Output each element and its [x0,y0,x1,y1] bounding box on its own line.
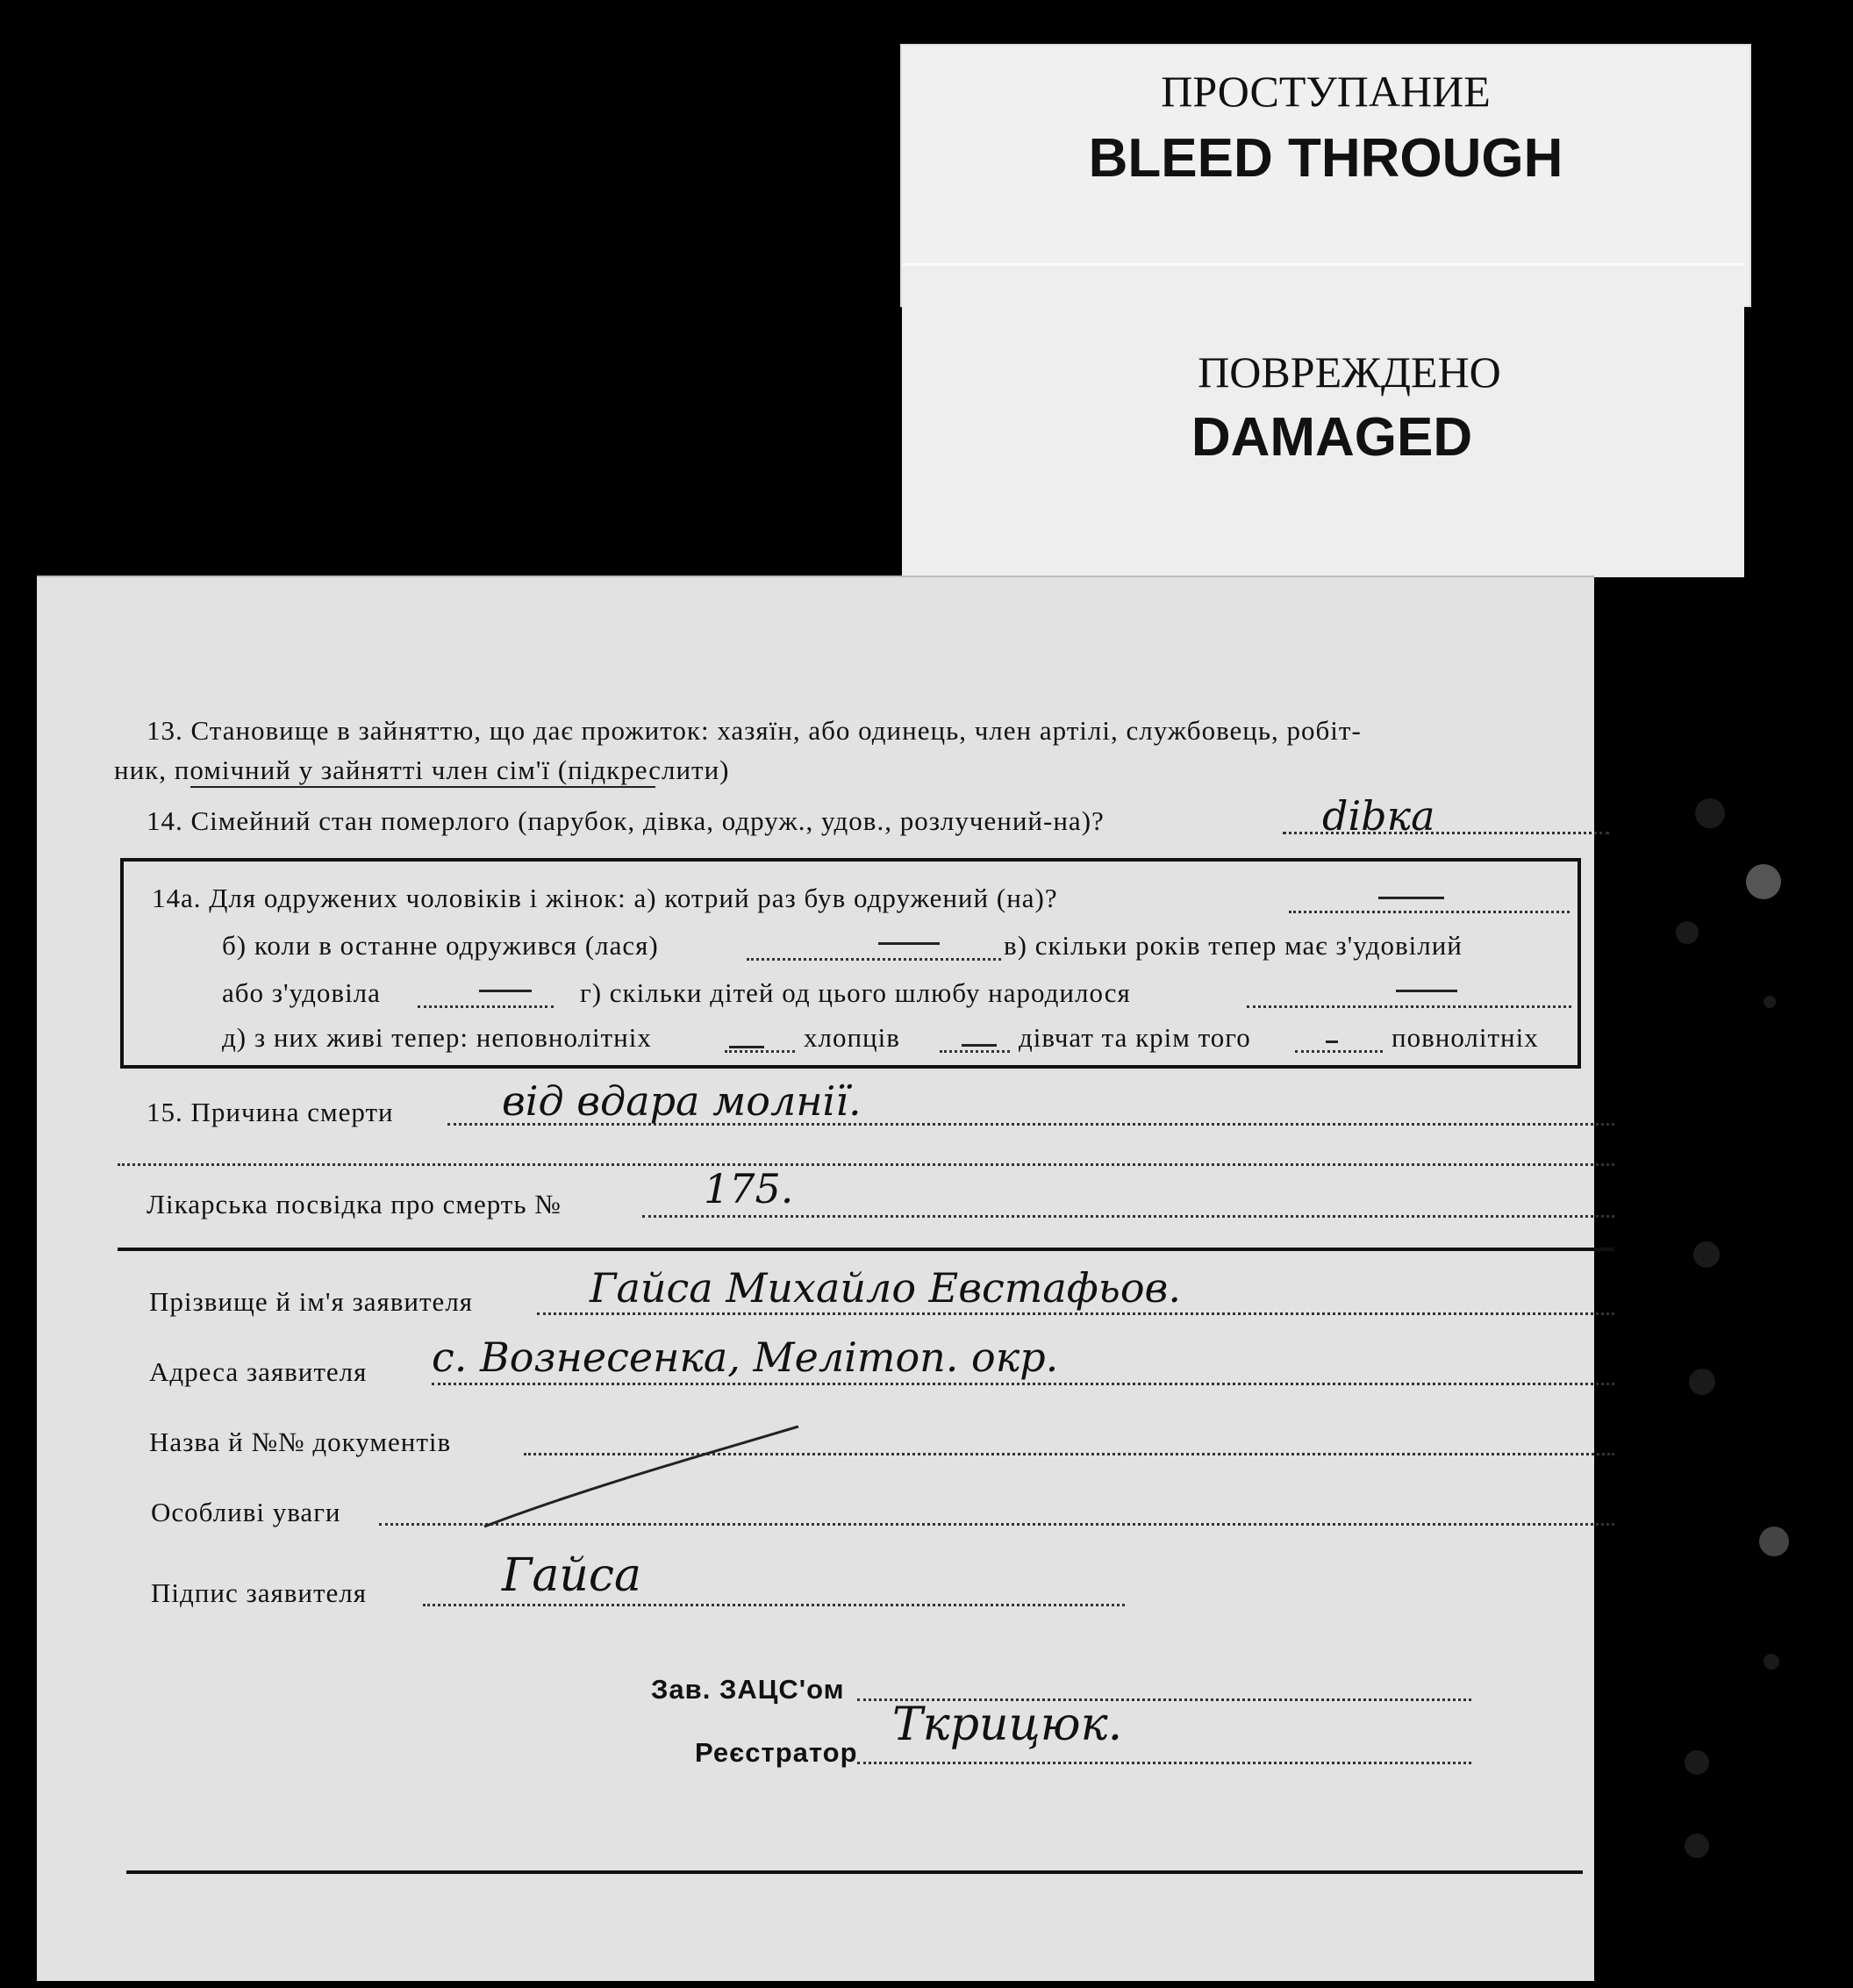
applicant-name-answer: Гайса Михайло Евстафьов. [590,1264,1181,1312]
damage-hole [1676,921,1699,944]
damage-hole [1693,1241,1720,1268]
damage-hole [1759,1527,1789,1556]
death-record-form [37,576,1594,1981]
notes-label: Особливі уваги [151,1497,341,1527]
damaged-ru: ПОВРЕЖДЕНО [1198,347,1501,397]
applicant-signature: Гайса [502,1549,642,1602]
q14a-line4b: хлопців [804,1022,900,1053]
registrar-label: Реєстратор [695,1737,858,1768]
bottom-rule [126,1870,1583,1874]
registrar-signature: Ткрицюк. [892,1698,1123,1751]
q14-answer: dibка [1322,792,1435,840]
damage-hole [1685,1834,1709,1858]
med-cert-label: Лікарська посвідка про смерть № [147,1189,562,1219]
documents-label: Назва й №№ документів [149,1427,452,1457]
signature-label: Підпис заявителя [151,1577,367,1608]
damage-hole [1689,1369,1715,1395]
damaged-label [902,263,1744,577]
damage-hole [1695,798,1725,828]
registrar-signature-line [857,1762,1471,1764]
q14a-line3b: г) скільки дітей од цього шлюбу народилося [580,977,1131,1008]
q15-answer: від вдара молнії. [502,1077,862,1125]
head-label: Зав. ЗАЦС'ом [651,1674,845,1705]
signature-line [423,1604,1125,1606]
bleed-through-en: BLEED THROUGH [1088,128,1563,189]
damage-hole [1764,1654,1779,1670]
q14a-line4d: повнолітніх [1392,1022,1539,1053]
q13-line1: 13. Становище в зайняттю, що дає прожиток: хазяїн, або одинець, член артілі, службовець, робіт- [147,715,1362,746]
applicant-address-label: Адреса заявителя [149,1356,368,1387]
q14a-line2a: б) коли в останне одружився (лася) [222,930,659,961]
damaged-en: DAMAGED [1191,407,1473,468]
q14a-line1: 14а. Для одружених чоловіків і жінок: а) котрий раз був одружений (на)? [152,883,1058,913]
q14-label: 14. Сімейний стан померлого (парубок, дівка, одруж., удов., розлучений-на)? [147,805,1105,836]
q14a-line4a: д) з них живі тепер: неповнолітніх [222,1022,652,1053]
applicant-name-label: Прізвище й ім'я заявителя [149,1286,474,1317]
damage-hole [1746,864,1781,899]
damage-hole [1764,996,1776,1008]
q13-line2: ник, помічний у зайнятті член сім'ї (підкреслити) [114,754,730,785]
q14a-line2b: в) скільки років тепер має з'удовілий [1004,930,1463,961]
strike-through-stroke [37,577,1594,1981]
med-cert-answer: 175. [704,1165,794,1212]
q14a-line3a: або з'удовіла [222,977,381,1008]
damage-hole [1685,1750,1709,1775]
q15-label: 15. Причина смерти [147,1097,394,1127]
bleed-through-ru: ПРОСТУПАНИЕ [1161,67,1491,116]
applicant-address-answer: с. Вознесенка, Мелітоп. окр. [432,1334,1059,1381]
q14a-line4c: дівчат та крім того [1019,1022,1251,1053]
